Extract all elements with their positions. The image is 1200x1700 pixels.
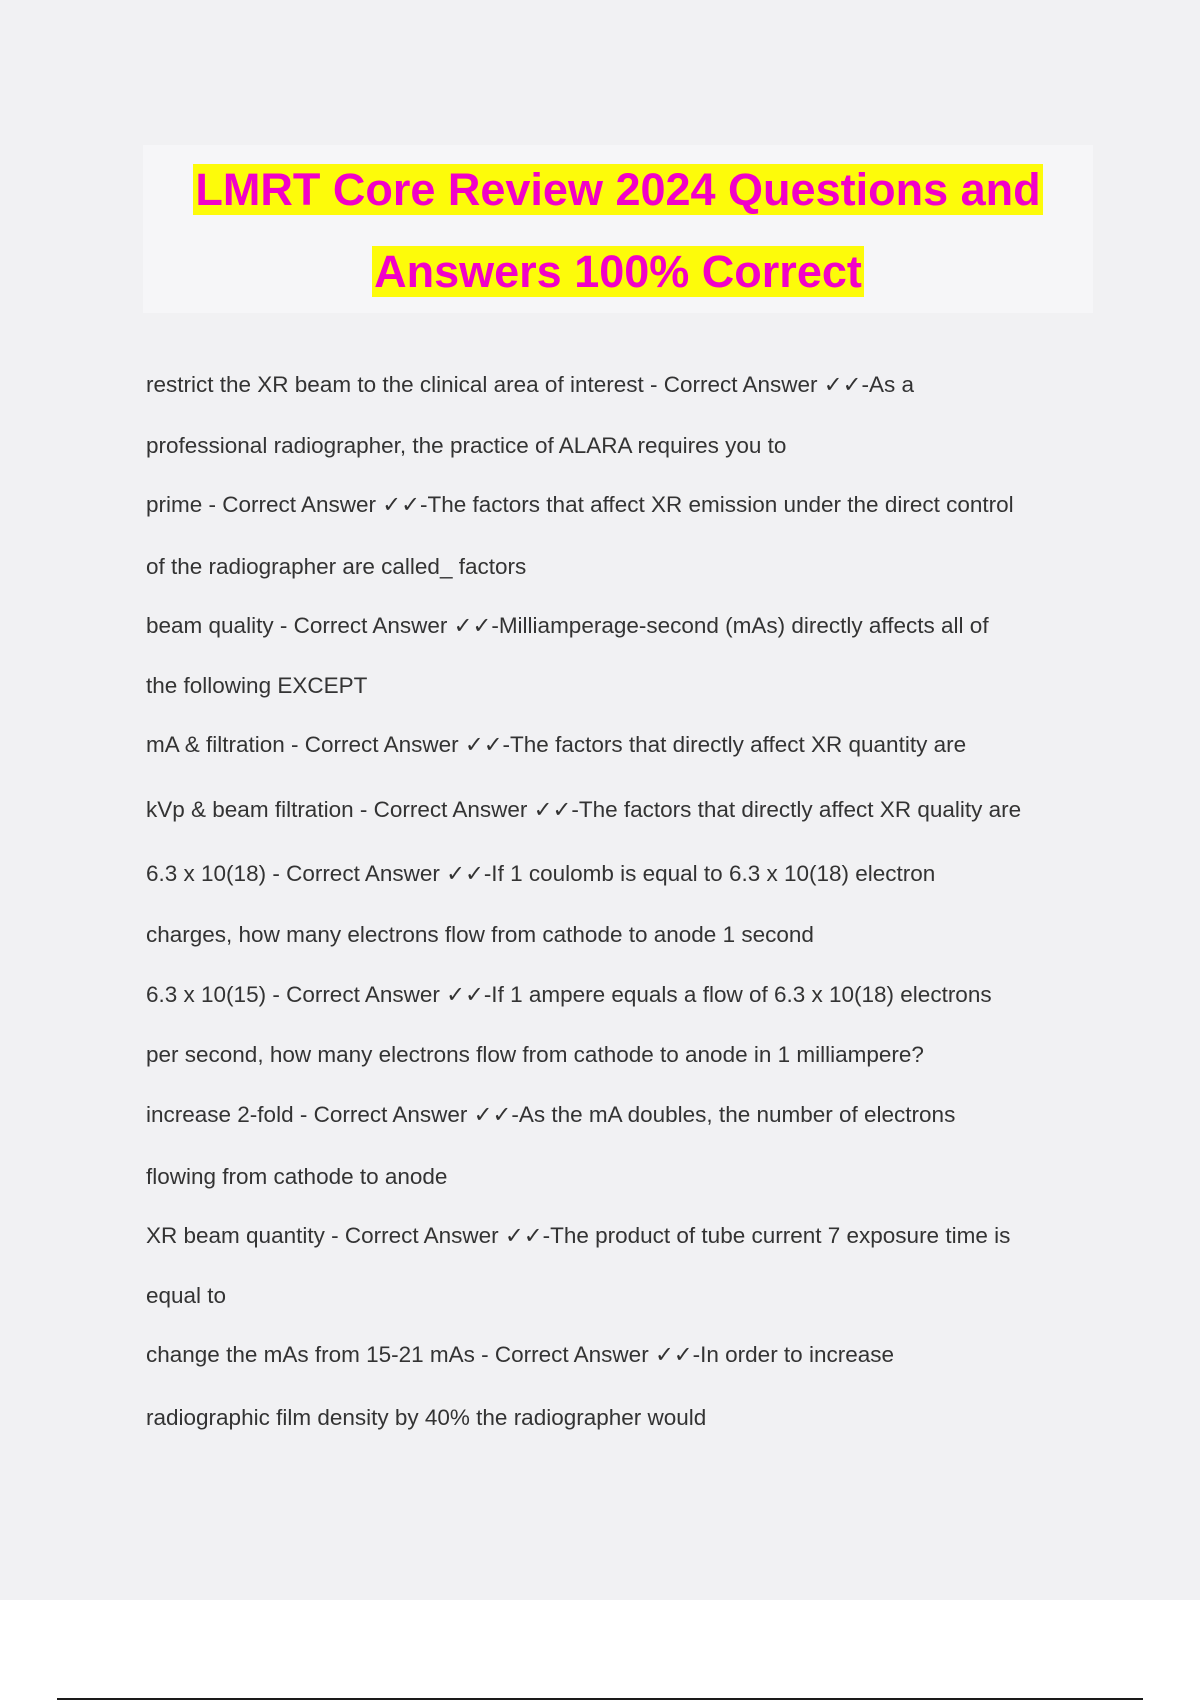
qa-line: 6.3 x 10(18) - Correct Answer ✓✓-If 1 coulomb is equal to 6.3 x 10(18) electron [146,861,936,886]
qa-line: the following EXCEPT [146,673,368,698]
qa-line: change the mAs from 15-21 mAs - Correct Answer ✓✓-In order to increase [146,1342,894,1367]
qa-line: mA & filtration - Correct Answer ✓✓-The factors that directly affect XR quantity are [146,732,967,757]
qa-line: charges, how many electrons flow from cathode to anode 1 second [146,922,814,947]
qa-line: kVp & beam filtration - Correct Answer ✓✓-The factors that directly affect XR quality are [146,797,1022,822]
title-line-1 [143,149,1093,231]
qa-line: XR beam quantity - Correct Answer ✓✓-The product of tube current 7 exposure time is [146,1223,1011,1248]
title-text-1: LMRT Core Review 2024 Questions and [195,164,1041,215]
title-line-2 [143,231,1093,313]
qa-line: increase 2-fold - Correct Answer ✓✓-As the mA doubles, the number of electrons [146,1102,956,1127]
qa-line: of the radiographer are called_ factors [146,554,527,579]
qa-line: flowing from cathode to anode [146,1164,448,1189]
qa-line: restrict the XR beam to the clinical area of interest - Correct Answer ✓✓-As a [146,372,914,397]
qa-line: professional radiographer, the practice of ALARA requires you to [146,433,787,458]
qa-line: 6.3 x 10(15) - Correct Answer ✓✓-If 1 ampere equals a flow of 6.3 x 10(18) electrons [146,982,992,1007]
qa-line: equal to [146,1283,227,1308]
qa-line: radiographic film density by 40% the radiographer would [146,1405,707,1430]
qa-line: per second, how many electrons flow from cathode to anode in 1 milliampere? [146,1042,924,1067]
title-text-2: Answers 100% Correct [374,246,862,297]
title-block [143,145,1093,313]
qa-line: prime - Correct Answer ✓✓-The factors that affect XR emission under the direct control [146,492,1014,517]
qa-line: beam quality - Correct Answer ✓✓-Milliamperage-second (mAs) directly affects all of [146,613,989,638]
